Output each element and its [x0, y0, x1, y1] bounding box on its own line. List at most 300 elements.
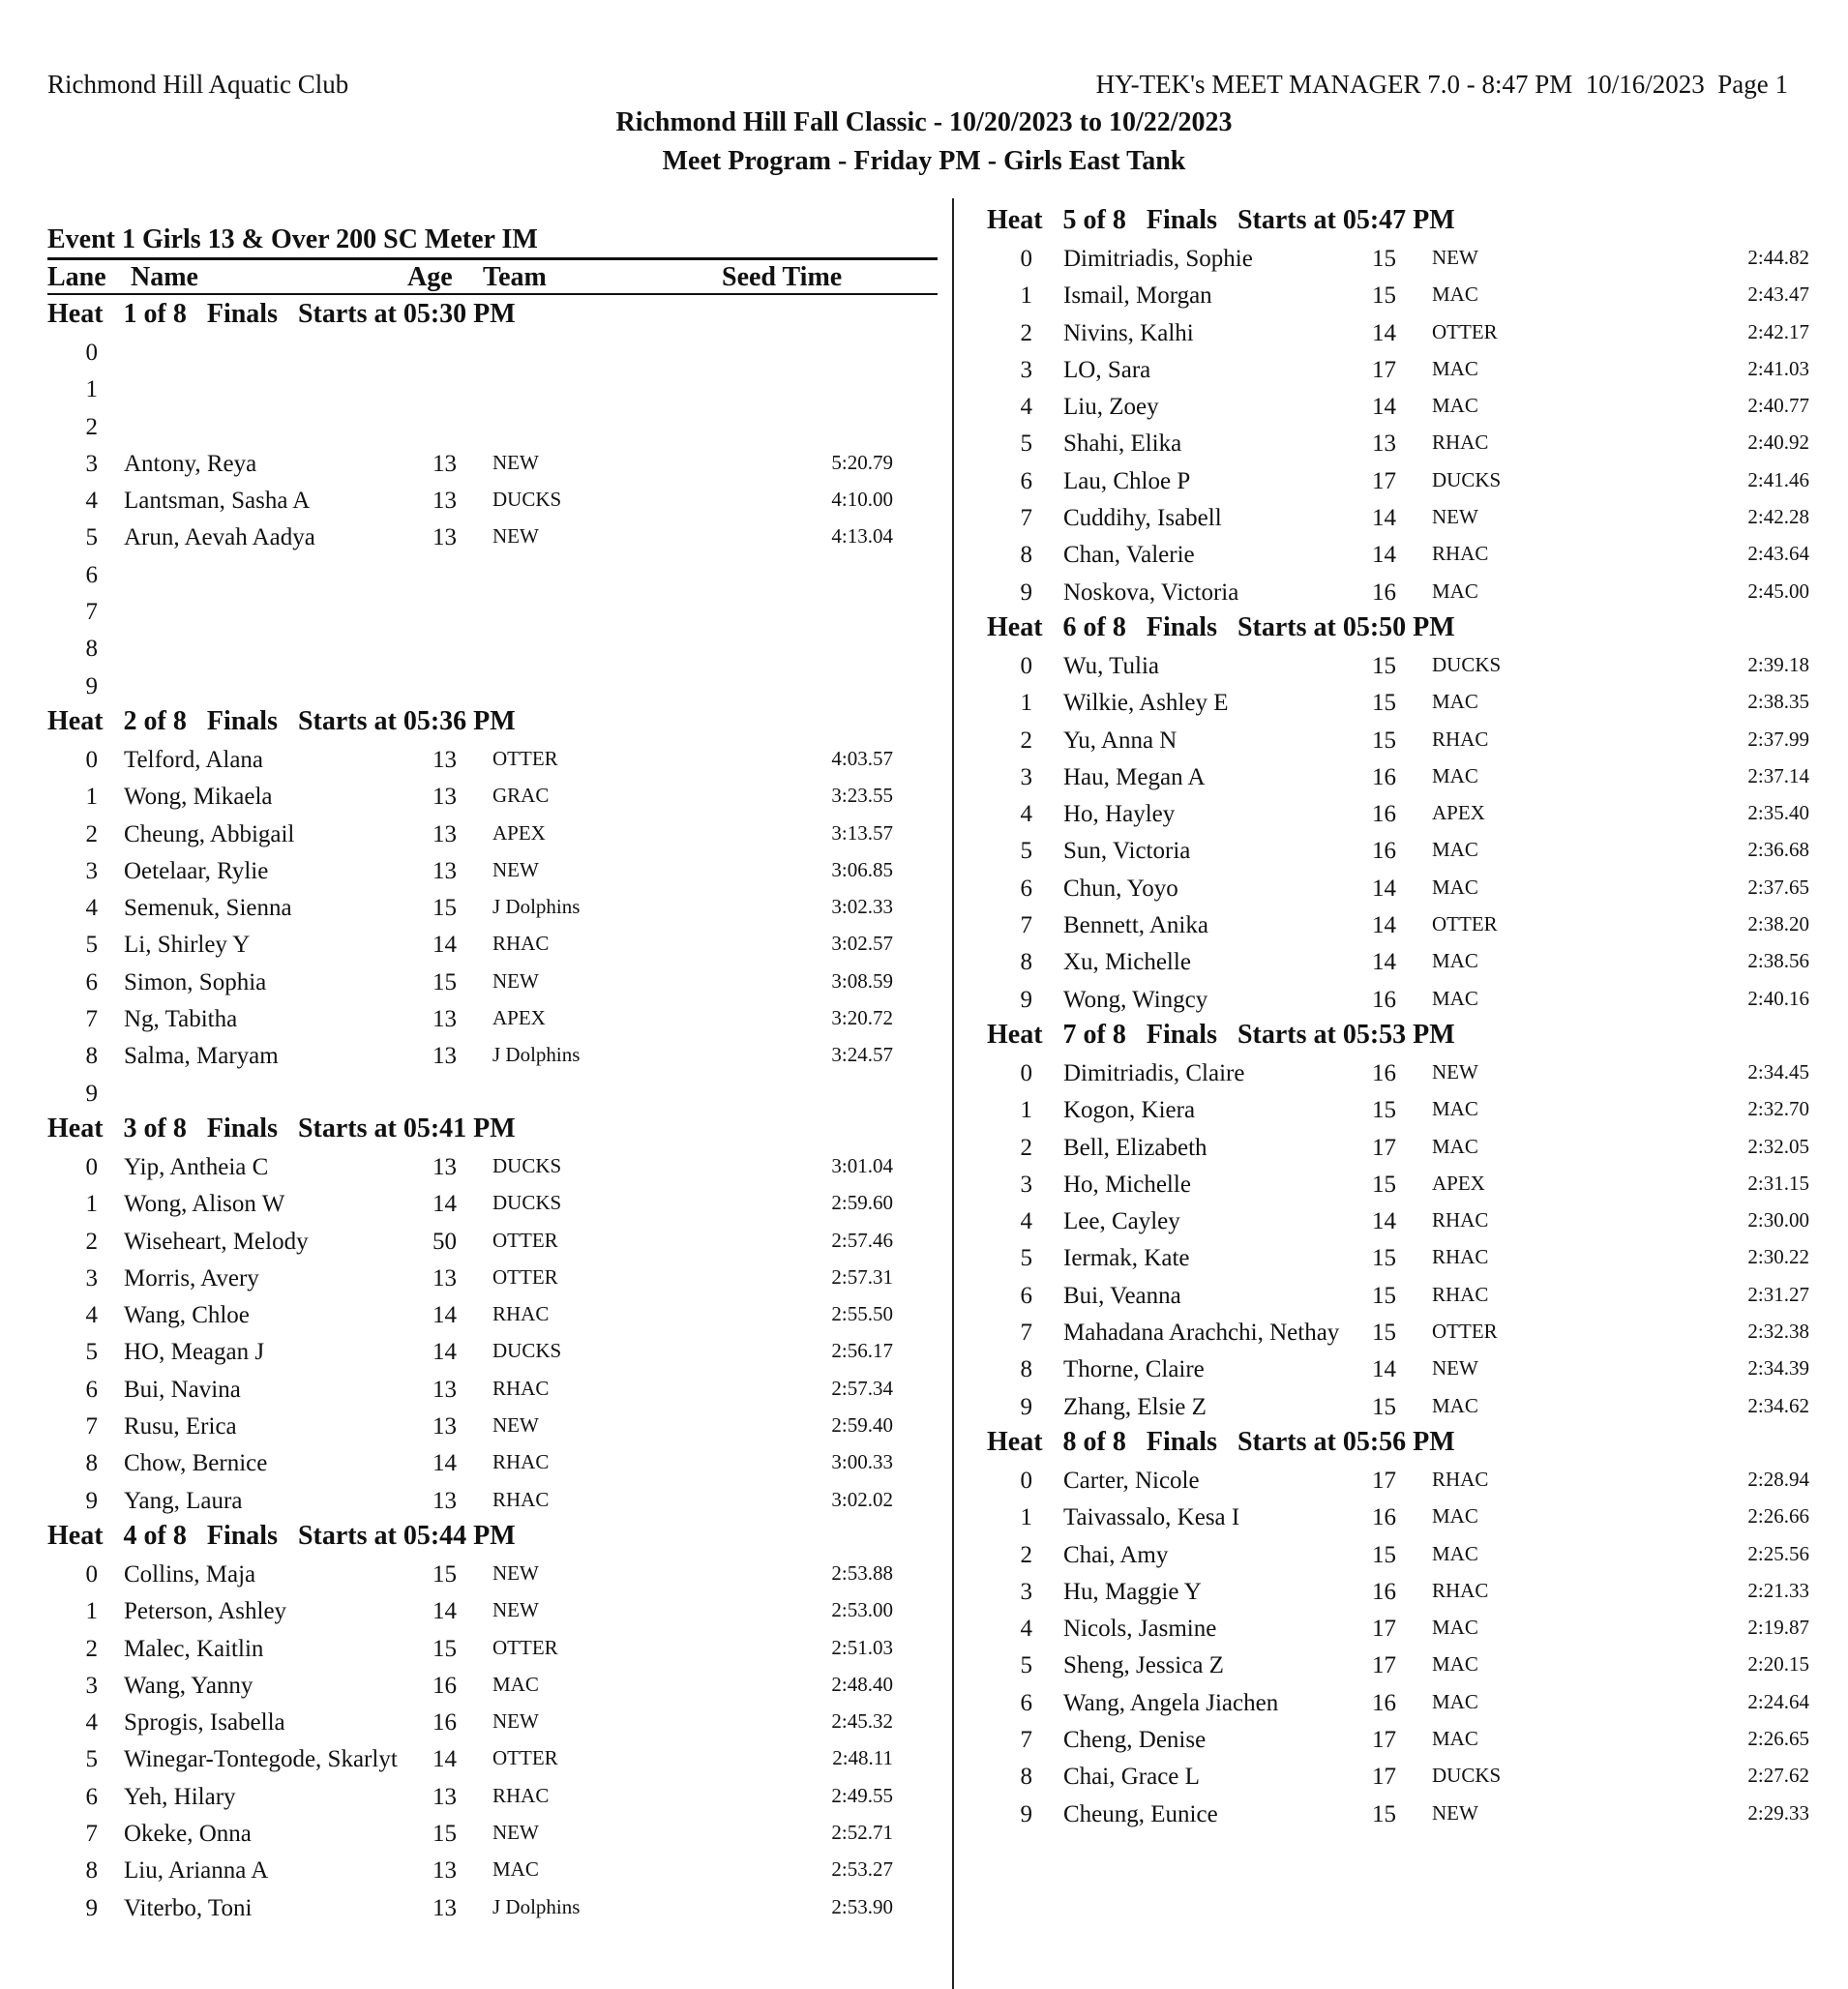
entry-row: [987, 240, 1848, 277]
entry-age: 15: [432, 895, 457, 922]
entry-seed: 2:59.40: [831, 1413, 893, 1438]
entry-name: Nicols, Jasmine: [1063, 1616, 1217, 1643]
entry-lane: 9: [1020, 1800, 1032, 1827]
entry-lane: 4: [1020, 394, 1032, 421]
entry-seed: 2:31.15: [1747, 1171, 1809, 1195]
entry-age: 17: [1372, 1467, 1396, 1494]
entry-name: Iermak, Kate: [1063, 1245, 1190, 1272]
entry-seed: 2:42.28: [1747, 505, 1809, 529]
entry-team: NEW: [1432, 1800, 1478, 1825]
entry-name: Sprogis, Isabella: [124, 1709, 285, 1737]
entry-team: NEW: [1432, 1059, 1478, 1084]
entry-row: [47, 593, 947, 630]
entry-team: DUCKS: [492, 488, 562, 512]
entry-lane: 8: [1020, 542, 1032, 569]
entry-name: Wong, Wingcy: [1063, 986, 1208, 1013]
entry-team: APEX: [1432, 1171, 1485, 1195]
entry-age: 15: [1372, 1541, 1396, 1568]
column-headers: [47, 260, 947, 297]
entry-seed: 2:32.38: [1747, 1320, 1809, 1344]
entry-name: Nivins, Kalhi: [1063, 319, 1194, 346]
entry-age: 15: [1372, 246, 1396, 272]
entry-row: [987, 647, 1848, 684]
entry-lane: 7: [1020, 1726, 1032, 1753]
entry-name: Noskova, Victoria: [1063, 579, 1239, 606]
entry-name: Li, Shirley Y: [124, 932, 251, 959]
entry-age: 14: [432, 1191, 457, 1218]
entry-seed: 2:30.00: [1747, 1208, 1809, 1232]
entry-name: Cheng, Denise: [1063, 1726, 1207, 1753]
entry-age: 15: [1372, 282, 1396, 310]
entry-name: Bui, Veanna: [1063, 1282, 1181, 1309]
entry-seed: 2:37.99: [1747, 727, 1809, 751]
entry-row: [47, 1889, 947, 1926]
entry-row: [987, 462, 1848, 499]
entry-lane: 6: [1020, 875, 1032, 902]
entry-lane: 9: [1020, 1393, 1032, 1420]
entry-name: Peterson, Ashley: [124, 1598, 287, 1625]
entry-seed: 2:52.71: [831, 1820, 893, 1844]
entry-team: APEX: [492, 820, 546, 845]
entry-lane: 2: [85, 1635, 98, 1662]
entry-lane: 1: [85, 1191, 98, 1218]
entry-seed: 3:06.85: [831, 857, 893, 881]
entry-lane: 4: [85, 1709, 98, 1737]
entry-name: Yu, Anna N: [1063, 727, 1177, 754]
entry-seed: 2:53.88: [831, 1560, 893, 1585]
entry-age: 17: [1372, 1134, 1396, 1161]
entry-team: OTTER: [1432, 319, 1498, 343]
entry-age: 14: [1372, 949, 1396, 976]
entry-age: 13: [1372, 430, 1396, 458]
entry-seed: 4:10.00: [831, 488, 893, 512]
entry-lane: 7: [1020, 912, 1032, 939]
entry-seed: 2:48.40: [831, 1672, 893, 1696]
entry-name: Bell, Elizabeth: [1063, 1134, 1207, 1161]
entry-seed: 2:57.34: [831, 1376, 893, 1400]
entry-team: MAC: [1432, 690, 1478, 714]
entry-name: Wilkie, Ashley E: [1063, 690, 1229, 717]
col-header-lane: Lane: [47, 262, 106, 292]
entry-row: [47, 1630, 947, 1667]
entry-age: 14: [432, 1746, 457, 1773]
entry-seed: 2:34.45: [1747, 1059, 1809, 1084]
entry-age: 16: [1372, 579, 1396, 606]
entry-name: Bui, Navina: [124, 1376, 241, 1403]
entry-row: [47, 1037, 947, 1074]
entry-row: [47, 556, 947, 593]
entry-lane: 0: [1020, 1467, 1032, 1494]
heat-label: Heat 1 of 8 Finals Starts at 05:30 PM: [47, 299, 516, 329]
entry-seed: 2:26.66: [1747, 1504, 1809, 1529]
entry-row: [47, 408, 947, 445]
entry-age: 15: [432, 1560, 457, 1588]
entry-name: Malec, Kaitlin: [124, 1635, 264, 1662]
entry-team: MAC: [1432, 838, 1478, 862]
entry-name: Ho, Hayley: [1063, 801, 1176, 828]
entry-age: 15: [1372, 1320, 1396, 1347]
entry-age: 16: [1372, 986, 1396, 1013]
entry-team: MAC: [1432, 1652, 1478, 1677]
entry-seed: 2:43.47: [1747, 282, 1809, 307]
entry-lane: 1: [1020, 1504, 1032, 1531]
entry-name: Hau, Megan A: [1063, 763, 1206, 790]
entry-row: [47, 1260, 947, 1296]
entry-row: [47, 630, 947, 667]
entry-age: 15: [1372, 1245, 1396, 1272]
entry-team: OTTER: [492, 1228, 558, 1252]
entry-age: 16: [1372, 1578, 1396, 1605]
entry-lane: 3: [85, 1672, 98, 1699]
entry-lane: 8: [85, 1450, 98, 1477]
entry-lane: 1: [85, 376, 98, 403]
entry-row: [987, 1721, 1848, 1758]
entry-team: APEX: [492, 1006, 546, 1030]
entry-lane: 4: [1020, 801, 1032, 828]
entry-seed: 2:19.87: [1747, 1616, 1809, 1640]
entry-team: DUCKS: [492, 1153, 562, 1177]
entry-team: MAC: [1432, 394, 1478, 418]
entry-lane: 3: [1020, 763, 1032, 790]
entry-lane: 7: [1020, 505, 1032, 532]
entry-lane: 7: [85, 599, 98, 626]
entry-age: 14: [1372, 912, 1396, 939]
entry-name: Arun, Aevah Aadya: [124, 524, 315, 551]
entry-seed: 2:32.70: [1747, 1097, 1809, 1121]
entry-team: OTTER: [492, 1635, 558, 1659]
entry-seed: 3:24.57: [831, 1043, 893, 1067]
entry-team: MAC: [1432, 1616, 1478, 1640]
entry-team: RHAC: [1432, 542, 1489, 566]
entry-row: [987, 351, 1848, 388]
entry-lane: 1: [1020, 282, 1032, 310]
entry-lane: 6: [1020, 1689, 1032, 1716]
heat-header: [47, 1112, 947, 1148]
entry-team: DUCKS: [1432, 467, 1502, 491]
entry-team: RHAC: [1432, 430, 1489, 455]
entry-team: DUCKS: [492, 1339, 562, 1363]
entry-team: OTTER: [492, 746, 558, 770]
entry-team: RHAC: [492, 932, 550, 956]
entry-name: Ismail, Morgan: [1063, 282, 1212, 310]
entry-name: Winegar-Tontegode, Skarlyt: [124, 1746, 398, 1773]
entry-age: 16: [1372, 1059, 1396, 1086]
entry-lane: 3: [1020, 1171, 1032, 1198]
entry-lane: 2: [85, 413, 98, 440]
entry-age: 14: [1372, 505, 1396, 532]
entry-seed: 2:28.94: [1747, 1467, 1809, 1491]
entry-row: [987, 832, 1848, 869]
entry-age: 15: [1372, 1097, 1396, 1124]
entry-team: MAC: [1432, 763, 1478, 787]
entry-name: Chun, Yoyo: [1063, 875, 1178, 902]
entry-age: 14: [432, 1598, 457, 1625]
entry-name: Carter, Nicole: [1063, 1467, 1200, 1494]
entry-lane: 3: [1020, 356, 1032, 383]
entry-name: Chow, Bernice: [124, 1450, 268, 1477]
entry-age: 16: [432, 1672, 457, 1699]
entry-lane: 5: [85, 932, 98, 959]
entry-team: MAC: [1432, 949, 1478, 973]
entry-team: OTTER: [1432, 912, 1498, 936]
entry-lane: 1: [85, 1598, 98, 1625]
column-divider: [952, 198, 954, 1989]
entry-age: 15: [1372, 1171, 1396, 1198]
heat-label: Heat 7 of 8 Finals Starts at 05:53 PM: [987, 1019, 1455, 1050]
entry-seed: 2:39.18: [1747, 652, 1809, 676]
entry-lane: 2: [85, 1228, 98, 1255]
entry-lane: 5: [85, 1746, 98, 1773]
entry-age: 15: [1372, 727, 1396, 754]
entry-age: 16: [1372, 1689, 1396, 1716]
heat-header: [47, 1519, 947, 1556]
entry-seed: 3:23.55: [831, 784, 893, 808]
entry-row: [47, 1185, 947, 1222]
entry-age: 14: [1372, 542, 1396, 569]
entry-team: RHAC: [1432, 1282, 1489, 1306]
entry-lane: 9: [85, 1080, 98, 1107]
entry-name: Wiseheart, Melody: [124, 1228, 309, 1255]
entry-name: Okeke, Onna: [124, 1820, 252, 1847]
entry-seed: 2:20.15: [1747, 1652, 1809, 1677]
entry-lane: 0: [1020, 1059, 1032, 1086]
entry-age: 16: [1372, 1504, 1396, 1531]
heat-label: Heat 5 of 8 Finals Starts at 05:47 PM: [987, 205, 1455, 235]
entry-team: GRAC: [492, 784, 550, 808]
col-header-name: Name: [131, 262, 198, 292]
entry-age: 14: [1372, 1356, 1396, 1383]
entry-age: 14: [432, 1450, 457, 1477]
entry-row: [47, 1444, 947, 1481]
entry-lane: 2: [1020, 319, 1032, 346]
entry-seed: 2:45.00: [1747, 579, 1809, 603]
entry-name: Bennett, Anika: [1063, 912, 1208, 939]
entry-name: Shahi, Elika: [1063, 430, 1182, 458]
entry-name: Chai, Grace L: [1063, 1764, 1200, 1791]
entry-name: Ho, Michelle: [1063, 1171, 1191, 1198]
entry-row: [47, 1148, 947, 1185]
entry-age: 13: [432, 1006, 457, 1033]
entry-name: LO, Sara: [1063, 356, 1151, 383]
entry-name: Zhang, Elsie Z: [1063, 1393, 1207, 1420]
entry-age: 17: [1372, 356, 1396, 383]
entry-lane: 5: [1020, 430, 1032, 458]
entry-team: OTTER: [492, 1746, 558, 1770]
entry-name: Wang, Chloe: [124, 1302, 250, 1329]
entry-team: J Dolphins: [492, 1894, 581, 1918]
entry-row: [987, 425, 1848, 461]
entry-age: 13: [432, 1487, 457, 1514]
entry-row: [987, 1314, 1848, 1351]
entry-row: [47, 1371, 947, 1408]
entry-row: [987, 1610, 1848, 1647]
entry-lane: 4: [85, 895, 98, 922]
entry-row: [47, 852, 947, 889]
entry-row: [987, 1758, 1848, 1795]
entry-row: [47, 1592, 947, 1629]
entry-seed: 2:25.56: [1747, 1541, 1809, 1565]
entry-age: 13: [432, 1153, 457, 1180]
entry-row: [987, 1277, 1848, 1314]
entry-team: MAC: [1432, 1393, 1478, 1417]
entry-lane: 6: [85, 968, 98, 995]
entry-row: [987, 1499, 1848, 1535]
entry-row: [47, 1333, 947, 1370]
entry-seed: 2:32.05: [1747, 1134, 1809, 1158]
entry-age: 17: [1372, 1764, 1396, 1791]
entry-lane: 6: [85, 1783, 98, 1810]
entry-age: 14: [1372, 875, 1396, 902]
entry-lane: 0: [85, 746, 98, 773]
entry-age: 15: [1372, 652, 1396, 679]
entry-seed: 2:38.20: [1747, 912, 1809, 936]
entry-row: [47, 1704, 947, 1740]
entry-seed: 2:29.33: [1747, 1800, 1809, 1825]
entry-lane: 8: [1020, 1764, 1032, 1791]
entry-seed: 2:37.65: [1747, 875, 1809, 899]
entry-name: Antony, Reya: [124, 450, 257, 477]
entry-lane: 7: [1020, 1320, 1032, 1347]
entry-row: [987, 722, 1848, 758]
col-header-seed: Seed Time: [722, 262, 843, 292]
entry-seed: 2:55.50: [831, 1302, 893, 1326]
entry-seed: 2:59.60: [831, 1191, 893, 1215]
entry-lane: 9: [85, 672, 98, 699]
heat-header: [987, 1018, 1848, 1054]
entry-name: Telford, Alana: [124, 746, 264, 773]
entry-age: 15: [1372, 1800, 1396, 1827]
entry-lane: 3: [1020, 1578, 1032, 1605]
entry-lane: 2: [1020, 1541, 1032, 1568]
entry-lane: 4: [1020, 1616, 1032, 1643]
entry-row: [987, 943, 1848, 980]
entry-lane: 0: [1020, 652, 1032, 679]
entry-lane: 8: [85, 1043, 98, 1070]
entry-seed: 2:51.03: [831, 1635, 893, 1659]
col-header-team: Team: [483, 262, 547, 292]
entry-name: Lau, Chloe P: [1063, 467, 1191, 494]
entry-seed: 2:37.14: [1747, 763, 1809, 787]
col-header-age: Age: [407, 262, 453, 292]
entry-seed: 2:26.65: [1747, 1726, 1809, 1750]
entry-row: [987, 1573, 1848, 1610]
entry-team: RHAC: [492, 1450, 550, 1474]
entry-seed: 2:35.40: [1747, 801, 1809, 825]
entry-team: NEW: [492, 1709, 539, 1734]
entry-team: OTTER: [492, 1264, 558, 1289]
entry-seed: 2:48.11: [832, 1746, 893, 1770]
entry-team: NEW: [492, 1413, 539, 1438]
entry-name: Xu, Michelle: [1063, 949, 1191, 976]
entry-row: [47, 1000, 947, 1037]
entry-row: [987, 906, 1848, 943]
heat-header: [47, 704, 947, 741]
entry-age: 17: [1372, 467, 1396, 494]
entry-lane: 0: [85, 1153, 98, 1180]
entry-row: [987, 870, 1848, 906]
entry-age: 15: [432, 968, 457, 995]
entry-name: Dimitriadis, Claire: [1063, 1059, 1245, 1086]
entry-seed: 2:53.90: [831, 1894, 893, 1918]
entry-lane: 9: [85, 1487, 98, 1514]
entry-row: [47, 1556, 947, 1592]
entry-lane: 6: [1020, 1282, 1032, 1309]
entry-age: 13: [432, 1857, 457, 1885]
entry-row: [987, 1166, 1848, 1202]
entry-lane: 2: [85, 820, 98, 847]
entry-row: [47, 334, 947, 371]
entry-seed: 4:03.57: [831, 746, 893, 770]
heat-label: Heat 6 of 8 Finals Starts at 05:50 PM: [987, 611, 1455, 642]
entry-lane: 0: [1020, 246, 1032, 272]
entry-name: Collins, Maja: [124, 1560, 256, 1588]
entry-name: Taivassalo, Kesa I: [1063, 1504, 1240, 1531]
entry-seed: 2:40.92: [1747, 430, 1809, 455]
entry-age: 14: [1372, 1208, 1396, 1235]
entry-seed: 4:13.04: [831, 524, 893, 549]
entry-team: MAC: [1432, 875, 1478, 899]
heat-label: Heat 8 of 8 Finals Starts at 05:56 PM: [987, 1426, 1455, 1457]
entry-lane: 6: [85, 561, 98, 588]
entry-age: 17: [1372, 1616, 1396, 1643]
entry-age: 15: [1372, 1393, 1396, 1420]
entry-lane: 3: [85, 1264, 98, 1291]
entry-age: 17: [1372, 1652, 1396, 1679]
entry-seed: 2:49.55: [831, 1783, 893, 1807]
entry-lane: 6: [1020, 467, 1032, 494]
entry-row: [987, 499, 1848, 536]
entry-name: Sun, Victoria: [1063, 838, 1191, 865]
entry-seed: 2:53.27: [831, 1857, 893, 1882]
entry-team: MAC: [1432, 1726, 1478, 1750]
entry-age: 13: [432, 450, 457, 477]
entry-team: NEW: [492, 524, 539, 549]
entry-name: Yip, Antheia C: [124, 1153, 269, 1180]
entry-name: Kogon, Kiera: [1063, 1097, 1196, 1124]
entry-name: Rusu, Erica: [124, 1413, 237, 1440]
entry-row: [987, 1054, 1848, 1091]
entry-age: 13: [432, 1043, 457, 1070]
entry-team: NEW: [492, 857, 539, 881]
entry-lane: 9: [1020, 986, 1032, 1013]
entry-lane: 7: [85, 1006, 98, 1033]
entry-seed: 3:13.57: [831, 820, 893, 845]
meet-title: Richmond Hill Fall Classic - 10/20/2023 to 10/22/2023: [615, 107, 1233, 137]
entry-seed: 2:30.22: [1747, 1245, 1809, 1269]
entry-team: MAC: [1432, 1134, 1478, 1158]
entry-lane: 8: [85, 1857, 98, 1885]
entry-name: Viterbo, Toni: [124, 1894, 253, 1921]
heat-header: [987, 203, 1848, 240]
entry-team: RHAC: [492, 1376, 550, 1400]
entry-seed: 2:34.39: [1747, 1356, 1809, 1380]
entry-age: 17: [1372, 1726, 1396, 1753]
entry-row: [47, 1075, 947, 1112]
entry-name: Hu, Maggie Y: [1063, 1578, 1202, 1605]
heat-header: [47, 297, 947, 334]
entry-row: [987, 795, 1848, 832]
entry-name: Sheng, Jessica Z: [1063, 1652, 1224, 1679]
entry-team: MAC: [492, 1672, 539, 1696]
entry-seed: 3:02.02: [831, 1487, 893, 1511]
entry-lane: 4: [85, 1302, 98, 1329]
column-header-rule: [47, 293, 938, 295]
entry-name: Liu, Arianna A: [124, 1857, 269, 1885]
entry-name: Cheung, Abbigail: [124, 820, 295, 847]
entry-age: 14: [432, 932, 457, 959]
entry-team: MAC: [1432, 282, 1478, 307]
entry-lane: 1: [1020, 1097, 1032, 1124]
